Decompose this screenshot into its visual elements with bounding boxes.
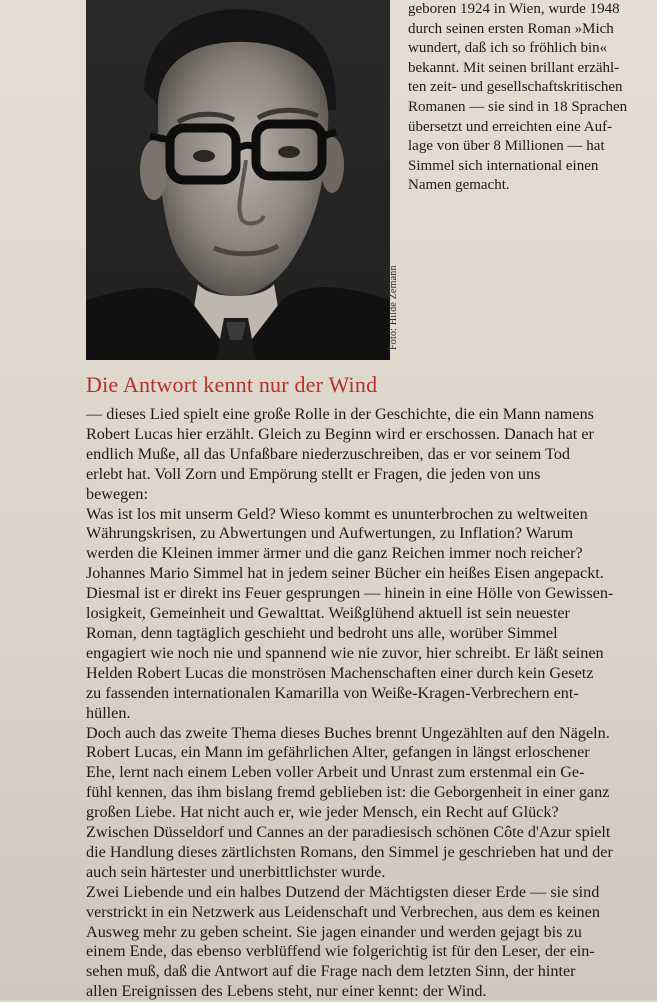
blurb-line: engagiert wie noch nie und spannend wie nie zuvor, hier schreibt. Er läßt seinen	[86, 643, 604, 662]
blurb-line: zu fassenden internationalen Kamarilla von Weiße-Kragen-Verbrechern ent-	[86, 683, 579, 702]
author-portrait-photo	[86, 0, 390, 360]
blurb-line: Roman, denn tagtäglich geschieht und bedroht uns alle, worüber Simmel	[86, 623, 558, 642]
bio-line: wundert, daß ich so fröhlich bin«	[408, 40, 608, 57]
blurb-line: auch sein härtester und unerbittlichster wurde.	[86, 862, 386, 881]
blurb-line: Helden Robert Lucas die monströsen Machenschaften einer durch kein Gesetz	[86, 663, 594, 682]
author-bio	[408, 0, 657, 196]
blurb-line: Zwei Liebende und ein halbes Dutzend der Mächtigsten dieser Erde — sie sind	[86, 882, 600, 901]
blurb-line: Robert Lucas, ein Mann im gefährlichen Alter, gefangen in längst erloschener	[86, 743, 590, 762]
blurb-line: großen Liebe. Hat nicht auch er, wie jeder Mensch, ein Recht auf Glück?	[86, 803, 559, 822]
blurb-line: sehen muß, daß die Antwort auf die Frage nach dem letzten Sinn, der hinter	[86, 962, 576, 981]
blurb-line: bewegen:	[86, 484, 149, 503]
blurb-line: werden die Kleinen immer ärmer und die ganz Reichen immer noch reicher?	[86, 544, 583, 563]
blurb-line: Was ist los mit unserm Geld? Wieso kommt es ununterbrochen zu weltweiten	[86, 504, 588, 523]
blurb-line: Ausweg mehr zu geben scheint. Sie jagen einander und werden gejagt bis zu	[86, 922, 582, 941]
bio-line: lage von über 8 Millionen — hat	[408, 138, 605, 155]
bio-line: Namen gemacht.	[408, 177, 510, 194]
blurb-line: Ehe, lernt nach einem Leben voller Arbeit und Unrast zum erstenmal ein Ge-	[86, 763, 585, 782]
blurb-line: Diesmal ist er direkt ins Feuer gesprungen — hinein in eine Hölle von Gewissen-	[86, 584, 614, 603]
blurb-line: losigkeit, Gemeinheit und Gewalttat. Weißglühend aktuell ist sein neuester	[86, 604, 570, 623]
blurb-line: — dieses Lied spielt eine große Rolle in der Geschichte, die ein Mann namens	[86, 405, 594, 423]
blurb-line: Währungskrisen, zu Abwertungen und Aufwertungen, zu Inflation? Warum	[86, 524, 574, 543]
blurb-line: Robert Lucas hier erzählt. Gleich zu Beginn wird er erschossen. Danach hat er	[86, 424, 594, 443]
bio-line: Simmel sich international einen	[408, 157, 599, 174]
bio-line: durch seinen ersten Roman »Mich	[408, 20, 614, 37]
blurb-line: Zwischen Düsseldorf und Cannes an der paradiesisch schönen Côte d'Azur spielt	[86, 823, 611, 842]
blurb-line: einem Ende, das ebenso verblüffend wie folgerichtig ist für den Leser, der ein-	[86, 942, 595, 961]
author-portrait-illustration	[86, 0, 390, 360]
blurb-line: verstrickt in ein Netzwerk aus Leidenschaft und Verbrechen, aus dem es keinen	[86, 902, 600, 921]
blurb-text	[86, 405, 657, 1002]
book-title: Die Antwort kennt nur der Wind	[86, 372, 378, 397]
blurb-line: die Handlung dieses zärtlichsten Romans, den Simmel je geschrieben hat und der	[86, 842, 613, 861]
blurb-line: endlich Muße, all das Unfaßbare niederzuschreiben, das er vor seinem Tod	[86, 444, 571, 463]
bio-line: ten zeit- und gesellschaftskritischen	[408, 79, 623, 96]
blurb-line: Johannes Mario Simmel hat in jedem seiner Bücher ein heißes Eisen angepackt.	[86, 564, 604, 583]
blurb-line: hüllen.	[86, 703, 131, 722]
bio-line: geboren 1924 in Wien, wurde 1948	[408, 1, 620, 17]
blurb-line: Doch auch das zweite Thema dieses Buches brennt Ungezählten auf den Nägeln.	[86, 723, 610, 742]
bio-line: übersetzt und erreichten eine Auf-	[408, 118, 613, 135]
blurb-line: fühl kennen, das ihm bislang fremd geblieben ist: die Geborgenheit in einer ganz	[86, 783, 610, 802]
photo-credit: Foto: Hilde Zemann	[388, 265, 399, 350]
blurb-line: allen Ereignissen des Lebens steht, nur einer kennt: der Wind.	[86, 982, 487, 1001]
bio-line: Romanen — sie sind in 18 Sprachen	[408, 98, 628, 115]
blurb-line: erlebt hat. Voll Zorn und Empörung stellt er Fragen, die jeden von uns	[86, 464, 541, 483]
bio-line: bekannt. Mit seinen brillant erzähl-	[408, 59, 620, 76]
